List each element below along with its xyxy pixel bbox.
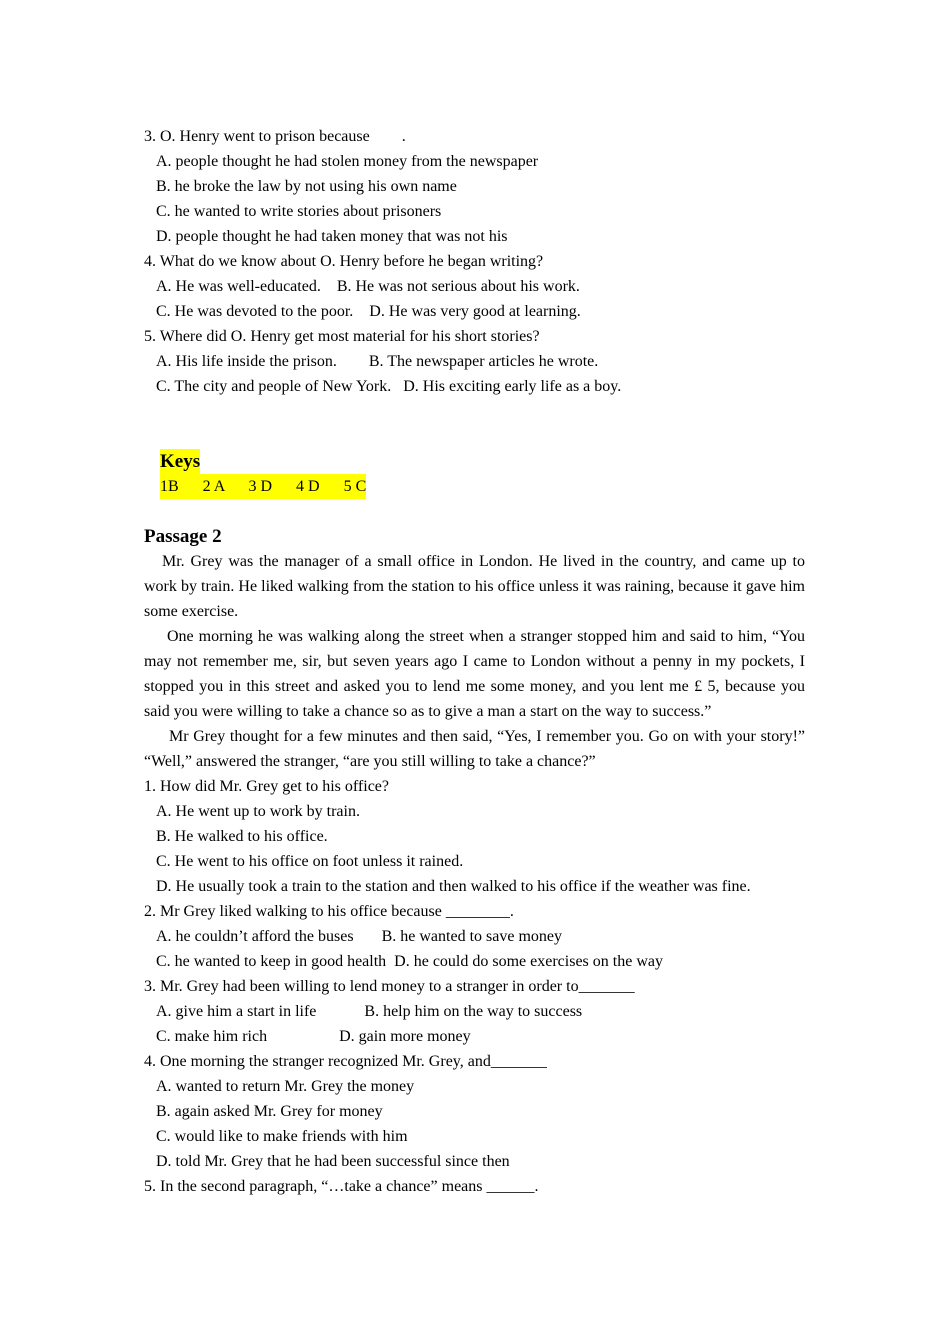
question-stem: 5. In the second paragraph, “…take a chance” means ______. [144,1178,539,1195]
options-c-d: C. He was devoted to the poor. D. He was very good at learning. [156,303,581,320]
passage2-paragraph-3: Mr Grey thought for a few minutes and then said, “Yes, I remember you. Go on with your story!” “Well,” answered the stranger, “are you still willing to take a chance?” [144,728,805,770]
question-stem: 4. What do we know about O. Henry before he began writing? [144,253,544,270]
passage1-question-4 [144,249,805,324]
options-a-b: A. give him a start in life B. help him on the way to success [156,1003,583,1020]
question-stem: 5. Where did O. Henry get most material for his short stories? [144,328,540,345]
options-c-d: C. The city and people of New York. D. His exciting early life as a boy. [156,378,622,395]
keys-answers-line [144,449,805,495]
passage1-question-5 [144,324,805,399]
passage2-question-5 [144,1174,805,1199]
option-b: B. he broke the law by not using his own name [156,178,457,195]
question-stem: 1. How did Mr. Grey get to his office? [144,778,389,795]
question-stem: 4. One morning the stranger recognized Mr. Grey, and_______ [144,1053,547,1070]
option-d: D. told Mr. Grey that he had been successful since then [156,1153,510,1170]
option-b: B. again asked Mr. Grey for money [156,1103,383,1120]
options-a-b: A. He was well-educated. B. He was not serious about his work. [156,278,580,295]
options-c-d: C. he wanted to keep in good health D. he could do some exercises on the way [156,953,663,970]
spacer [144,399,805,424]
document-page [144,124,805,1199]
options-c-d: C. make him rich D. gain more money [156,1028,471,1045]
passage2-paragraph-1: Mr. Grey was the manager of a small office in London. He lived in the country, and came up to work by train. He liked walking from the station to his office unless it was raining, because it gave him some exercise. [144,553,805,620]
passage2-question-4 [144,1049,805,1174]
option-d: D. He usually took a train to the station and then walked to his office if the weather was fine. [156,878,751,895]
passage2-question-2 [144,899,805,974]
keys-heading-line [144,424,805,472]
option-a: A. wanted to return Mr. Grey the money [156,1078,415,1095]
question-stem: 3. Mr. Grey had been willing to lend money to a stranger in order to_______ [144,978,635,995]
option-c: C. he wanted to write stories about prisoners [156,203,442,220]
options-a-b: A. he couldn’t afford the buses B. he wanted to save money [156,928,562,945]
passage2-title: Passage 2 [144,526,222,547]
options-a-b: A. His life inside the prison. B. The newspaper articles he wrote. [156,353,599,370]
passage2-question-3 [144,974,805,1049]
option-d: D. people thought he had taken money that was not his [156,228,508,245]
passage2-question-1 [144,774,805,899]
keys-title: Keys [160,451,201,472]
keys-answers: 1B 2 A 3 D 4 D 5 C [160,474,366,499]
question-stem: 2. Mr Grey liked walking to his office because ________. [144,903,514,920]
question-stem: 3. O. Henry went to prison because . [144,128,406,145]
passage2-paragraph-2: One morning he was walking along the street when a stranger stopped him and said to him, “You may not remember me, sir, but seven years ago I came to London without a penny in my pockets, I stopped you in this street and asked you to lend me some money, and you lent me £ 5, because you said you were willing to take a chance so as to give a man a start on the way to success.” [144,628,805,720]
option-c: C. would like to make friends with him [156,1128,408,1145]
option-b: B. He walked to his office. [156,828,328,845]
passage1-question-3 [144,124,805,249]
option-a: A. He went up to work by train. [156,803,360,820]
option-a: A. people thought he had stolen money from the newspaper [156,153,539,170]
option-c: C. He went to his office on foot unless it rained. [156,853,464,870]
